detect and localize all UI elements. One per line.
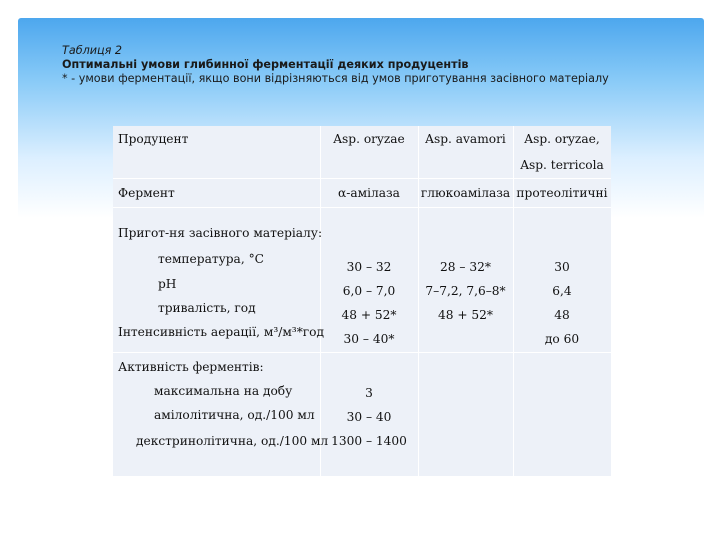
- activity-col1-value: 3: [365, 386, 373, 400]
- activity-col1-value: 1300 – 1400: [331, 434, 407, 448]
- slide-heading: [62, 44, 609, 86]
- enzyme-col2: глюкоамілаза: [420, 186, 511, 200]
- activity-row-label: амілолітична, од./100 мл: [154, 408, 315, 422]
- enzyme-label: Фермент: [118, 186, 175, 200]
- table-caption: Таблиця 2: [62, 44, 123, 57]
- prep-col1-value: 30 – 40*: [343, 332, 395, 346]
- prep-row-label: pH: [158, 277, 177, 291]
- row-divider: [113, 178, 611, 179]
- header-col2: Asp. avamori: [425, 132, 506, 146]
- prep-col1-value: 6,0 – 7,0: [342, 284, 396, 298]
- prep-col3-value: до 60: [544, 332, 580, 346]
- header-producer-label: Продуцент: [118, 132, 189, 146]
- prep-col3-value: 30: [554, 260, 570, 274]
- prep-section-label: Пригот-ня засівного матеріалу:: [118, 226, 323, 240]
- row-divider: [113, 207, 611, 208]
- activity-col1-value: 30 – 40: [346, 410, 392, 424]
- prep-row-label: Інтенсивність аерації, м³/м³*год: [118, 325, 325, 339]
- prep-col2-value: 7–7,2, 7,6–8*: [425, 284, 506, 298]
- prep-col3-value: 48: [554, 308, 570, 322]
- prep-col2-value: 48 + 52*: [437, 308, 494, 322]
- activity-row-label: декстринолітична, од./100 мл: [136, 434, 329, 448]
- table-title: Оптимальні умови глибинної ферментації деяких продуцентів: [62, 58, 469, 71]
- prep-col3-value: 6,4: [552, 284, 572, 298]
- prep-col2-value: 28 – 32*: [440, 260, 491, 274]
- table-note: * - умови ферментації, якщо вони відрізняються від умов приготування засівного матеріалу: [62, 72, 609, 85]
- prep-row-label: тривалість, год: [158, 301, 256, 315]
- enzyme-col3: протеолітичні: [516, 186, 608, 200]
- header-col1: Asp. oryzae: [333, 132, 405, 146]
- header-col3-line2: Asp. terricola: [520, 158, 604, 172]
- activity-row-label: максимальна на добу: [154, 384, 293, 398]
- enzyme-col1: α-амілаза: [338, 186, 400, 200]
- row-divider: [113, 352, 611, 353]
- prep-col1-value: 48 + 52*: [341, 308, 397, 322]
- header-col3-line1: Asp. oryzae,: [524, 132, 600, 146]
- activity-section-label: Активність ферментів:: [118, 360, 264, 374]
- prep-row-label: температура, °С: [158, 252, 264, 266]
- prep-col1-value: 30 – 32: [346, 260, 392, 274]
